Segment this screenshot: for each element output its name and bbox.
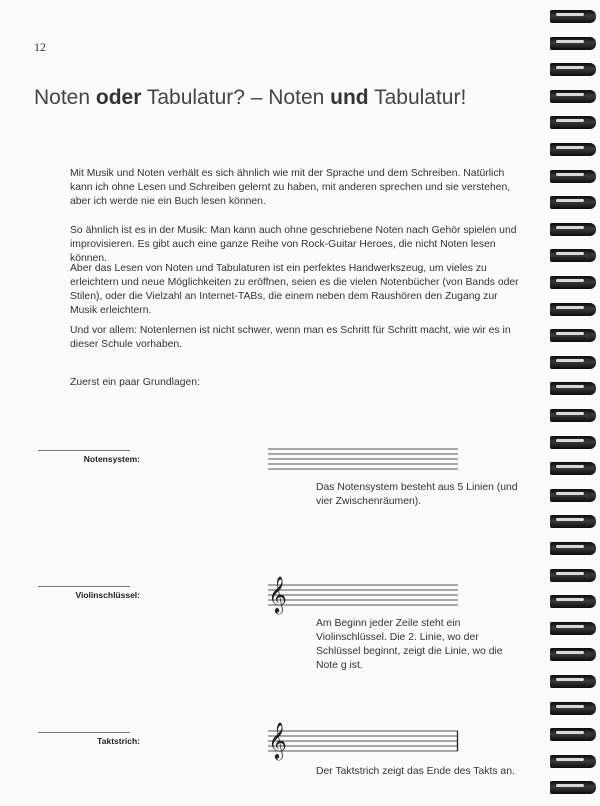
- intro-paragraph-5: Zuerst ein paar Grundlagen:: [70, 377, 200, 388]
- spiral-coil: [550, 462, 596, 475]
- label-rule: [38, 586, 130, 587]
- spiral-coil: [550, 10, 596, 23]
- spiral-coil: [550, 249, 596, 262]
- spiral-coil: [550, 90, 596, 103]
- spiral-coil: [550, 755, 596, 768]
- spiral-coil: [550, 515, 596, 528]
- spiral-coil: [550, 489, 596, 502]
- intro-paragraph-2: So ähnlich ist es in der Musik: Man kann auch ohne geschriebene Noten nach Gehör spielen und improvisieren. Es gibt auch eine ganze Reihe von Rock-Guitar Heroes, die nicht Noten lesen können.: [70, 225, 517, 264]
- spiral-coil: [550, 63, 596, 76]
- spiral-coil: [550, 542, 596, 555]
- title-part-3: Tabulatur!: [368, 86, 467, 109]
- treble-clef-icon: 𝄞: [268, 721, 287, 759]
- music-staff: [268, 729, 460, 753]
- spiral-coil: [550, 116, 596, 129]
- spiral-coil: [550, 436, 596, 449]
- music-staff: [268, 583, 460, 607]
- spiral-coil: [550, 781, 596, 794]
- caption-notensystem: Das Notensystem besteht aus 5 Linien (und vier Zwischenräumen).: [316, 482, 518, 507]
- section-label-violinschluessel: Violinschlüssel:: [75, 590, 140, 600]
- title-part-2: Tabulatur? – Noten: [141, 86, 331, 109]
- spiral-coil: [550, 648, 596, 661]
- intro-paragraph-3: Aber das Lesen von Noten und Tabulaturen ist ein perfektes Handwerkszeug, um vieles zu erleichtern und neue Möglichkeiten zu eröffnen, seien es die vielen Notenbücher (von Bands oder Stilen), oder die Vielzahl an Internet-TABs, die einem neben dem Raushören den Zugang zur Musik erleichtern.: [70, 263, 519, 316]
- section-label-taktstrich: Taktstrich:: [97, 736, 140, 746]
- spiral-coil: [550, 223, 596, 236]
- spiral-coil: [550, 728, 596, 741]
- spiral-coil: [550, 675, 596, 688]
- label-rule: [38, 450, 130, 451]
- spiral-coil: [550, 303, 596, 316]
- spiral-coil: [550, 409, 596, 422]
- section-label-notensystem: Notensystem:: [83, 454, 140, 464]
- title-bold-1: oder: [95, 86, 142, 109]
- label-rule: [38, 732, 130, 733]
- title-part-1: Noten: [34, 86, 96, 109]
- intro-paragraph-4: Und vor allem: Notenlernen ist nicht schwer, wenn man es Schritt für Schritt macht, wie wir es in dieser Schule vorhaben.: [70, 325, 511, 350]
- spiral-coil: [550, 196, 596, 209]
- caption-violinschluessel: Am Beginn jeder Zeile steht ein Violinschlüssel. Die 2. Linie, wo der Schlüssel beginnt, zeigt die Linie, wo die Note g ist.: [316, 618, 503, 671]
- spiral-coil: [550, 356, 596, 369]
- spiral-coil: [550, 622, 596, 635]
- spiral-coil: [550, 143, 596, 156]
- page-number: 12: [34, 40, 46, 54]
- spiral-coil: [550, 329, 596, 342]
- spiral-coil: [550, 276, 596, 289]
- treble-clef-icon: 𝄞: [268, 575, 287, 613]
- spiral-coil: [550, 595, 596, 608]
- caption-taktstrich: Der Taktstrich zeigt das Ende des Takts an.: [316, 766, 515, 777]
- spiral-coil: [550, 37, 596, 50]
- music-staff: [268, 447, 460, 471]
- spiral-binding: [544, 0, 600, 806]
- page-title: [34, 86, 466, 110]
- spiral-coil: [550, 702, 596, 715]
- intro-paragraph-1: Mit Musik und Noten verhält es sich ähnlich wie mit der Sprache und dem Schreiben. Natürlich kann ich ohne Lesen und Schreiben gelernt zu haben, mit anderen sprechen und sie verstehen, aber ich werde nie ein Buch lesen können.: [70, 168, 511, 207]
- spiral-coil: [550, 170, 596, 183]
- spiral-coil: [550, 569, 596, 582]
- spiral-coil: [550, 382, 596, 395]
- title-bold-2: und: [330, 86, 369, 109]
